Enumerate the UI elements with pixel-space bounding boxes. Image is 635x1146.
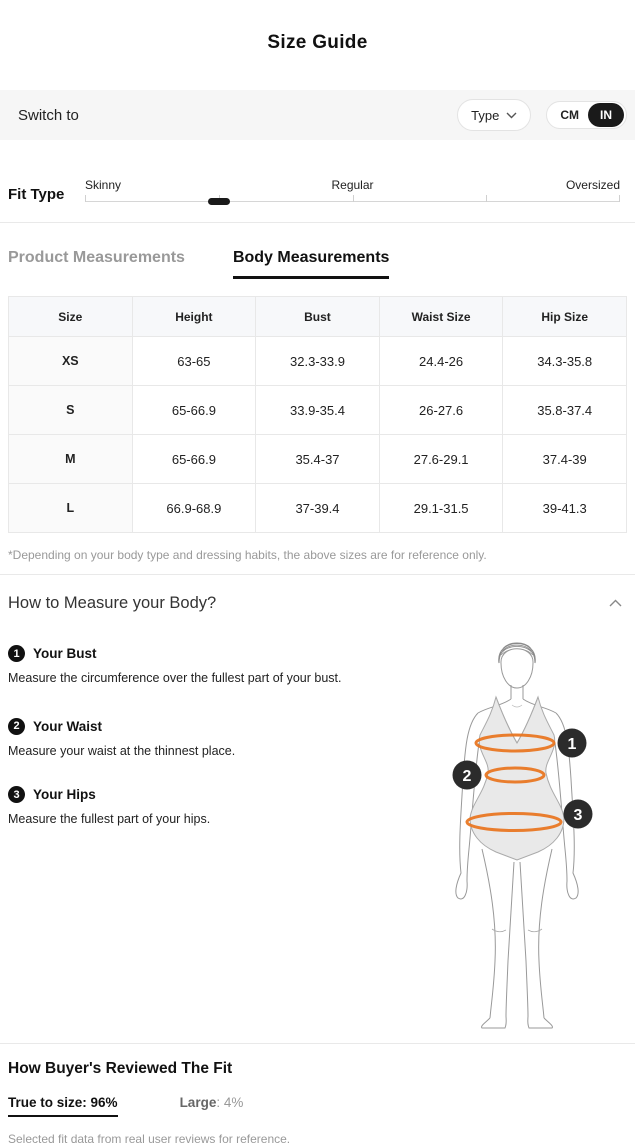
- switch-to-label: Switch to: [18, 106, 79, 124]
- figure-left-foot: [482, 1016, 507, 1028]
- body-figure-illustration: [400, 621, 635, 1036]
- table-cell: 27.6-29.1: [379, 435, 503, 484]
- unit-cm-option[interactable]: CM: [560, 108, 579, 122]
- table-cell: 29.1-31.5: [379, 484, 503, 533]
- table-cell: 39-41.3: [503, 484, 627, 533]
- column-header-waist: Waist Size: [379, 297, 503, 337]
- table-cell: 65-66.9: [132, 435, 256, 484]
- measure-item-title: Your Hips: [33, 787, 96, 802]
- type-dropdown-label: Type: [471, 107, 500, 123]
- slider-tick: [353, 195, 354, 202]
- table-cell: 26-27.6: [379, 386, 503, 435]
- fit-option-regular[interactable]: Regular: [331, 178, 374, 192]
- slider-tick: [486, 195, 487, 202]
- figure-right-leg: [539, 849, 552, 1018]
- svg-text:1: 1: [567, 736, 577, 753]
- svg-text:3: 3: [573, 807, 583, 824]
- unit-in-option-selected[interactable]: IN: [588, 103, 624, 127]
- figure-right-foot: [528, 1016, 553, 1028]
- stat-large[interactable]: [180, 1095, 244, 1110]
- review-note: Selected fit data from real user reviews for reference.: [8, 1132, 291, 1146]
- stat-true-to-size[interactable]: [8, 1095, 118, 1117]
- type-dropdown-button[interactable]: [457, 99, 531, 131]
- table-row-s: [9, 386, 627, 435]
- measure-item-title: Your Bust: [33, 646, 97, 661]
- size-cell: M: [9, 435, 133, 484]
- size-cell: S: [9, 386, 133, 435]
- table-cell: 63-65: [132, 337, 256, 386]
- measure-item-title: Your Waist: [33, 718, 103, 734]
- stat-label: True to size: [8, 1095, 83, 1110]
- how-to-measure-section: [0, 575, 635, 1043]
- figure-badge-3: [564, 800, 593, 829]
- table-header-row: [9, 297, 627, 337]
- slider-tick: [619, 195, 620, 202]
- stat-value: 4%: [223, 1095, 244, 1110]
- stat-colon: :: [82, 1095, 91, 1110]
- table-cell: 37.4-39: [503, 435, 627, 484]
- fit-type-label: Fit Type: [8, 186, 65, 203]
- svg-text:2: 2: [462, 768, 472, 785]
- fit-option-oversized[interactable]: Oversized: [565, 178, 620, 192]
- slider-tick: [85, 195, 86, 202]
- table-row-l: [9, 484, 627, 533]
- stat-colon: :: [216, 1095, 224, 1110]
- body-measurement-figure: [400, 621, 635, 1036]
- step-2-badge: 2: [8, 718, 25, 735]
- figure-badge-2: [453, 761, 482, 790]
- how-to-measure-title: How to Measure your Body?: [8, 593, 217, 612]
- figure-bodysuit: [470, 697, 564, 860]
- review-section-title: How Buyer's Reviewed The Fit: [8, 1060, 233, 1077]
- column-header-bust: Bust: [256, 297, 380, 337]
- chevron-down-icon: [506, 112, 517, 119]
- figure-left-leg: [482, 849, 495, 1018]
- tab-body-measurements[interactable]: Body Measurements: [233, 249, 390, 279]
- table-cell: 33.9-35.4: [256, 386, 380, 435]
- section-divider: [0, 1043, 635, 1044]
- table-cell: 32.3-33.9: [256, 337, 380, 386]
- table-row-xs: [9, 337, 627, 386]
- fit-stats-row: [8, 1095, 627, 1117]
- size-cell: XS: [9, 337, 133, 386]
- fit-type-slider[interactable]: [85, 178, 620, 210]
- collapse-section-button[interactable]: [603, 591, 627, 615]
- chevron-up-icon: [609, 599, 622, 607]
- table-row-m: [9, 435, 627, 484]
- measure-item-bust: [8, 645, 376, 688]
- measurement-tabs: [0, 223, 635, 279]
- tab-product-measurements[interactable]: Product Measurements: [8, 249, 185, 266]
- table-cell: 65-66.9: [132, 386, 256, 435]
- column-header-height: Height: [132, 297, 256, 337]
- fit-type-row: [0, 140, 635, 223]
- table-cell: 24.4-26: [379, 337, 503, 386]
- slider-handle[interactable]: [208, 198, 230, 205]
- stat-label: Large: [179, 1095, 217, 1110]
- table-cell: 37-39.4: [256, 484, 380, 533]
- page-title: Size Guide: [267, 32, 368, 53]
- fit-option-skinny[interactable]: Skinny: [85, 178, 122, 192]
- measure-item-desc: Measure the fullest part of your hips.: [8, 812, 211, 826]
- measure-item-desc: Measure your waist at the thinnest place.: [8, 743, 236, 758]
- table-disclaimer: *Depending on your body type and dressing habits, the above sizes are for reference only.: [8, 548, 487, 562]
- step-1-badge: 1: [8, 645, 25, 662]
- table-cell: 34.3-35.8: [503, 337, 627, 386]
- measure-item-desc: Measure the circumference over the fullest part of your bust.: [8, 671, 342, 685]
- unit-toggle[interactable]: [546, 101, 627, 129]
- switch-bar: [0, 90, 635, 140]
- measure-item-waist: [8, 718, 376, 761]
- size-cell: L: [9, 484, 133, 533]
- column-header-hip: Hip Size: [503, 297, 627, 337]
- stat-value: 96%: [90, 1095, 118, 1110]
- slider-track[interactable]: [85, 195, 620, 202]
- measure-item-hips: [8, 786, 376, 829]
- size-table: [8, 296, 627, 533]
- column-header-size: Size: [9, 297, 133, 337]
- buyer-review-section: [0, 1060, 635, 1146]
- figure-face: [501, 649, 533, 688]
- table-cell: 66.9-68.9: [132, 484, 256, 533]
- table-cell: 35.4-37: [256, 435, 380, 484]
- step-3-badge: 3: [8, 786, 25, 803]
- table-cell: 35.8-37.4: [503, 386, 627, 435]
- figure-badge-1: [558, 729, 587, 758]
